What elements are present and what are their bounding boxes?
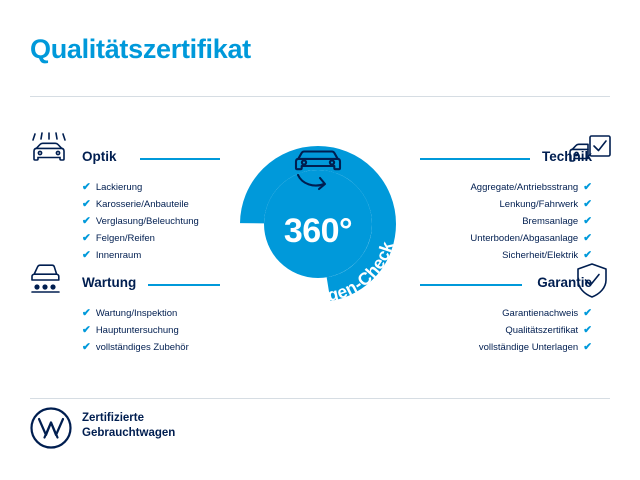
- footer-line-2: Gebrauchtwagen: [82, 427, 176, 439]
- list-item-label: Garantienachweis: [502, 308, 579, 319]
- list-item: [82, 179, 199, 196]
- list-item-label: vollständiges Zubehör: [95, 342, 189, 353]
- footer-line-1: Zertifizierte: [82, 412, 144, 424]
- section-heading-technik: Technik: [541, 149, 592, 164]
- list-item: [470, 230, 592, 247]
- badge-arc-text: Gebrauchtwagen-Check: [238, 238, 398, 307]
- check-icon: ✔: [82, 324, 91, 337]
- list-item-label: Karosserie/Anbauteile: [95, 199, 189, 210]
- section-rule-optik: [140, 158, 220, 160]
- list-item: [82, 247, 199, 264]
- check-icon: ✔: [82, 232, 91, 245]
- list-item: [82, 213, 199, 230]
- section-rule-garantie: [420, 284, 522, 286]
- page-title: Qualitätszertifikat: [30, 34, 251, 64]
- check-badge: [218, 120, 418, 320]
- check-icon: ✔: [82, 249, 91, 262]
- list-item-label: vollständige Unterlagen: [478, 342, 579, 353]
- list-item-label: Lenkung/Fahrwerk: [499, 199, 579, 210]
- footer-divider: [30, 398, 610, 399]
- section-rule-wartung: [148, 284, 220, 286]
- feature-list-wartung: [82, 305, 189, 356]
- section-heading-garantie: Garantie: [537, 275, 592, 290]
- check-icon: ✔: [583, 215, 592, 228]
- list-item-label: Aggregate/Antriebsstrang: [470, 182, 579, 193]
- check-icon: ✔: [82, 181, 91, 194]
- footer-brand-text: [82, 411, 175, 441]
- check-icon: ✔: [583, 324, 592, 337]
- feature-list-technik: [470, 179, 592, 264]
- list-item: [470, 179, 592, 196]
- check-icon: ✔: [583, 307, 592, 320]
- list-item: [479, 322, 592, 339]
- feature-list-optik: [82, 179, 199, 264]
- feature-list-garantie: [479, 305, 592, 356]
- check-icon: ✔: [82, 307, 91, 320]
- list-item-label: Unterboden/Abgasanlage: [470, 233, 579, 244]
- list-item: [82, 305, 189, 322]
- list-item: [82, 196, 199, 213]
- vw-logo: [30, 407, 72, 454]
- check-icon: ✔: [583, 198, 592, 211]
- list-item: [470, 196, 592, 213]
- list-item: [82, 230, 199, 247]
- section-heading-optik: Optik: [82, 149, 117, 164]
- list-item-label: Verglasung/Beleuchtung: [95, 216, 199, 227]
- list-item-label: Hauptuntersuchung: [95, 325, 179, 336]
- car-wash-icon: [28, 132, 72, 177]
- check-icon: ✔: [82, 215, 91, 228]
- list-item-label: Innenraum: [95, 250, 142, 261]
- list-item: [470, 213, 592, 230]
- check-icon: ✔: [583, 341, 592, 354]
- list-item: [479, 305, 592, 322]
- check-icon: ✔: [583, 232, 592, 245]
- list-item-label: Wartung/Inspektion: [95, 308, 178, 319]
- section-rule-technik: [420, 158, 530, 160]
- check-icon: ✔: [583, 249, 592, 262]
- title-divider: [30, 96, 610, 97]
- list-item-label: Qualitätszertifikat: [505, 325, 579, 336]
- badge-degrees: 360°: [283, 212, 353, 250]
- check-icon: ✔: [82, 341, 91, 354]
- list-item: [82, 339, 189, 356]
- section-heading-wartung: Wartung: [82, 275, 137, 290]
- list-item: [82, 322, 189, 339]
- list-item-label: Sicherheit/Elektrik: [502, 250, 579, 261]
- list-item: [479, 339, 592, 356]
- list-item-label: Bremsanlage: [522, 216, 579, 227]
- check-icon: ✔: [583, 181, 592, 194]
- list-item-label: Lackierung: [95, 182, 143, 193]
- car-lift-icon: [28, 258, 72, 307]
- check-icon: ✔: [82, 198, 91, 211]
- list-item-label: Felgen/Reifen: [95, 233, 155, 244]
